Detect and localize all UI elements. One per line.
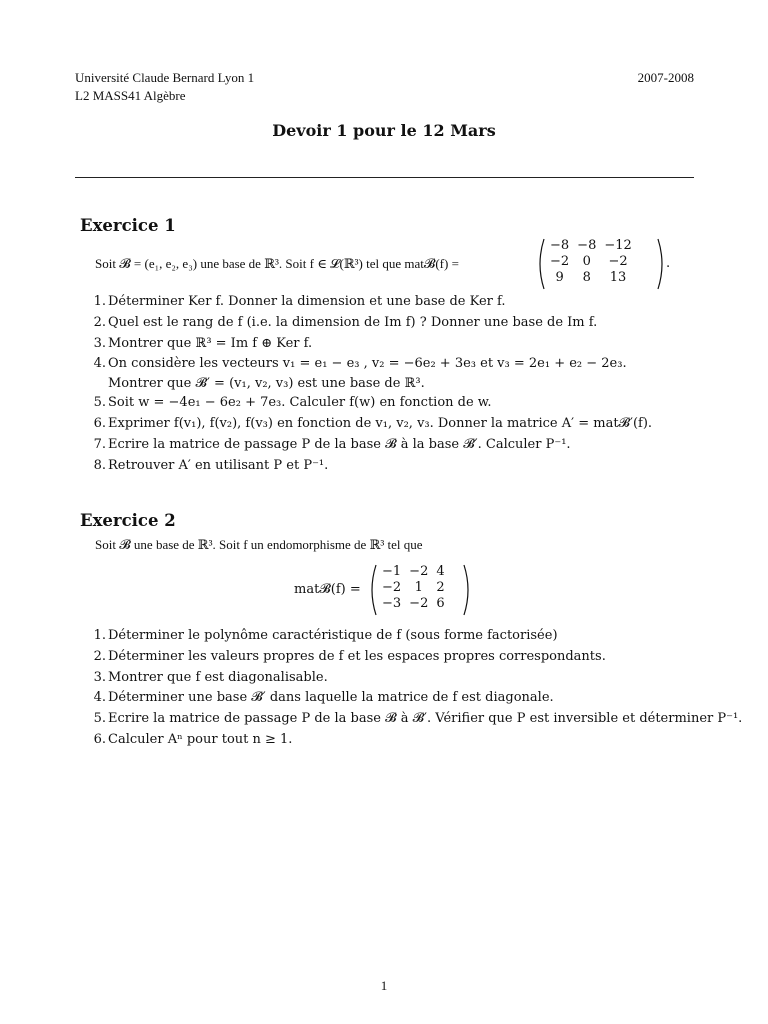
course-name: L2 MASS41 Algèbre (75, 88, 186, 103)
list-item: 5. Ecrire la matrice de passage P de la base 𝓑 à 𝓑′. Vérifier que P est inversible et déterminer P⁻¹. (93, 711, 743, 727)
matrix-period: . (666, 256, 671, 271)
list-item: 5. Soit w = −4e₁ − 6e₂ + 7e₃. Calculer f(w) en fonction de w. (93, 395, 492, 411)
list-item: 3. Montrer que f est diagonalisable. (93, 669, 328, 685)
list-item: 3. Montrer que ℝ³ = Im f ⊕ Ker f. (93, 335, 313, 351)
exercise-1-heading: Exercice 1 (80, 216, 176, 235)
matrix-cell: −2 (382, 580, 402, 595)
matrix-cell: 8 (582, 270, 591, 285)
matrix-cell: 9 (555, 270, 564, 285)
exercise-1-intro: Soit 𝓑 = (e₁, e₂, e₃) une base de ℝ³. Soit f ∈ 𝓛(ℝ³) tel que mat𝓑(f) = (95, 256, 459, 271)
header-divider (75, 177, 694, 178)
matrix-cell: −1 (382, 564, 402, 579)
exercise-2-matrix (368, 564, 449, 616)
exercise-2-intro: Soit 𝓑 une base de ℝ³. Soit f un endomorphisme de ℝ³ tel que (95, 537, 423, 552)
matrix-cell: −2 (409, 596, 429, 611)
matrix-cell: 4 (436, 564, 445, 579)
matrix-cell: −2 (409, 564, 429, 579)
exercise-2-matrix-label: mat𝓑(f) = (294, 582, 361, 597)
matrix-cell: 0 (582, 254, 591, 269)
list-item: 1. Déterminer Ker f. Donner la dimension et une base de Ker f. (93, 294, 506, 309)
matrix-cell: −8 (577, 238, 597, 253)
matrix-cell: −2 (550, 254, 570, 269)
list-item: 1. Déterminer le polynôme caractéristique de f (sous forme factorisée) (93, 628, 558, 643)
exercise-1-matrix (536, 238, 671, 290)
list-item: 2. Déterminer les valeurs propres de f et les espaces propres correspondants. (93, 648, 606, 664)
page-number: 1 (380, 978, 388, 993)
exercise-1-questions (80, 292, 652, 476)
matrix-cell: −3 (382, 596, 402, 611)
list-item: 2. Quel est le rang de f (i.e. la dimension de Im f) ? Donner une base de Im f. (93, 314, 598, 330)
matrix-cell: 1 (414, 580, 423, 595)
matrix-cell: −12 (604, 238, 632, 253)
academic-year: 2007-2008 (637, 70, 694, 85)
matrix-cell: −2 (608, 254, 628, 269)
list-item: 7. Ecrire la matrice de passage P de la base 𝓑 à la base 𝓑′. Calculer P⁻¹. (93, 436, 571, 452)
list-item: 4. On considère les vecteurs v₁ = e₁ − e₃ , v₂ = −6e₂ + 3e₃ et v₃ = 2e₁ + e₂ − 2e₃. Montrer que 𝓑′ = (v₁, v₂, v₃) est une base de ℝ³. (93, 356, 627, 392)
exercise-2-questions (80, 626, 742, 751)
matrix-cell: −8 (550, 238, 570, 253)
matrix-cell: 2 (436, 580, 445, 595)
exercise-2-heading: Exercice 2 (80, 511, 176, 530)
list-item: 4. Déterminer une base 𝓑′ dans laquelle la matrice de f est diagonale. (93, 690, 554, 706)
matrix-cell: 13 (609, 270, 627, 285)
matrix-cell: 6 (436, 596, 445, 611)
page-title: Devoir 1 pour le 12 Mars (272, 121, 496, 140)
list-item: 6. Exprimer f(v₁), f(v₂), f(v₃) en fonction de v₁, v₂, v₃. Donner la matrice A′ = mat𝓑′(f). (93, 415, 653, 431)
university-name: Université Claude Bernard Lyon 1 (75, 70, 255, 85)
list-item: 6. Calculer Aⁿ pour tout n ≥ 1. (93, 731, 293, 747)
list-item: 8. Retrouver A′ en utilisant P et P⁻¹. (93, 457, 329, 473)
